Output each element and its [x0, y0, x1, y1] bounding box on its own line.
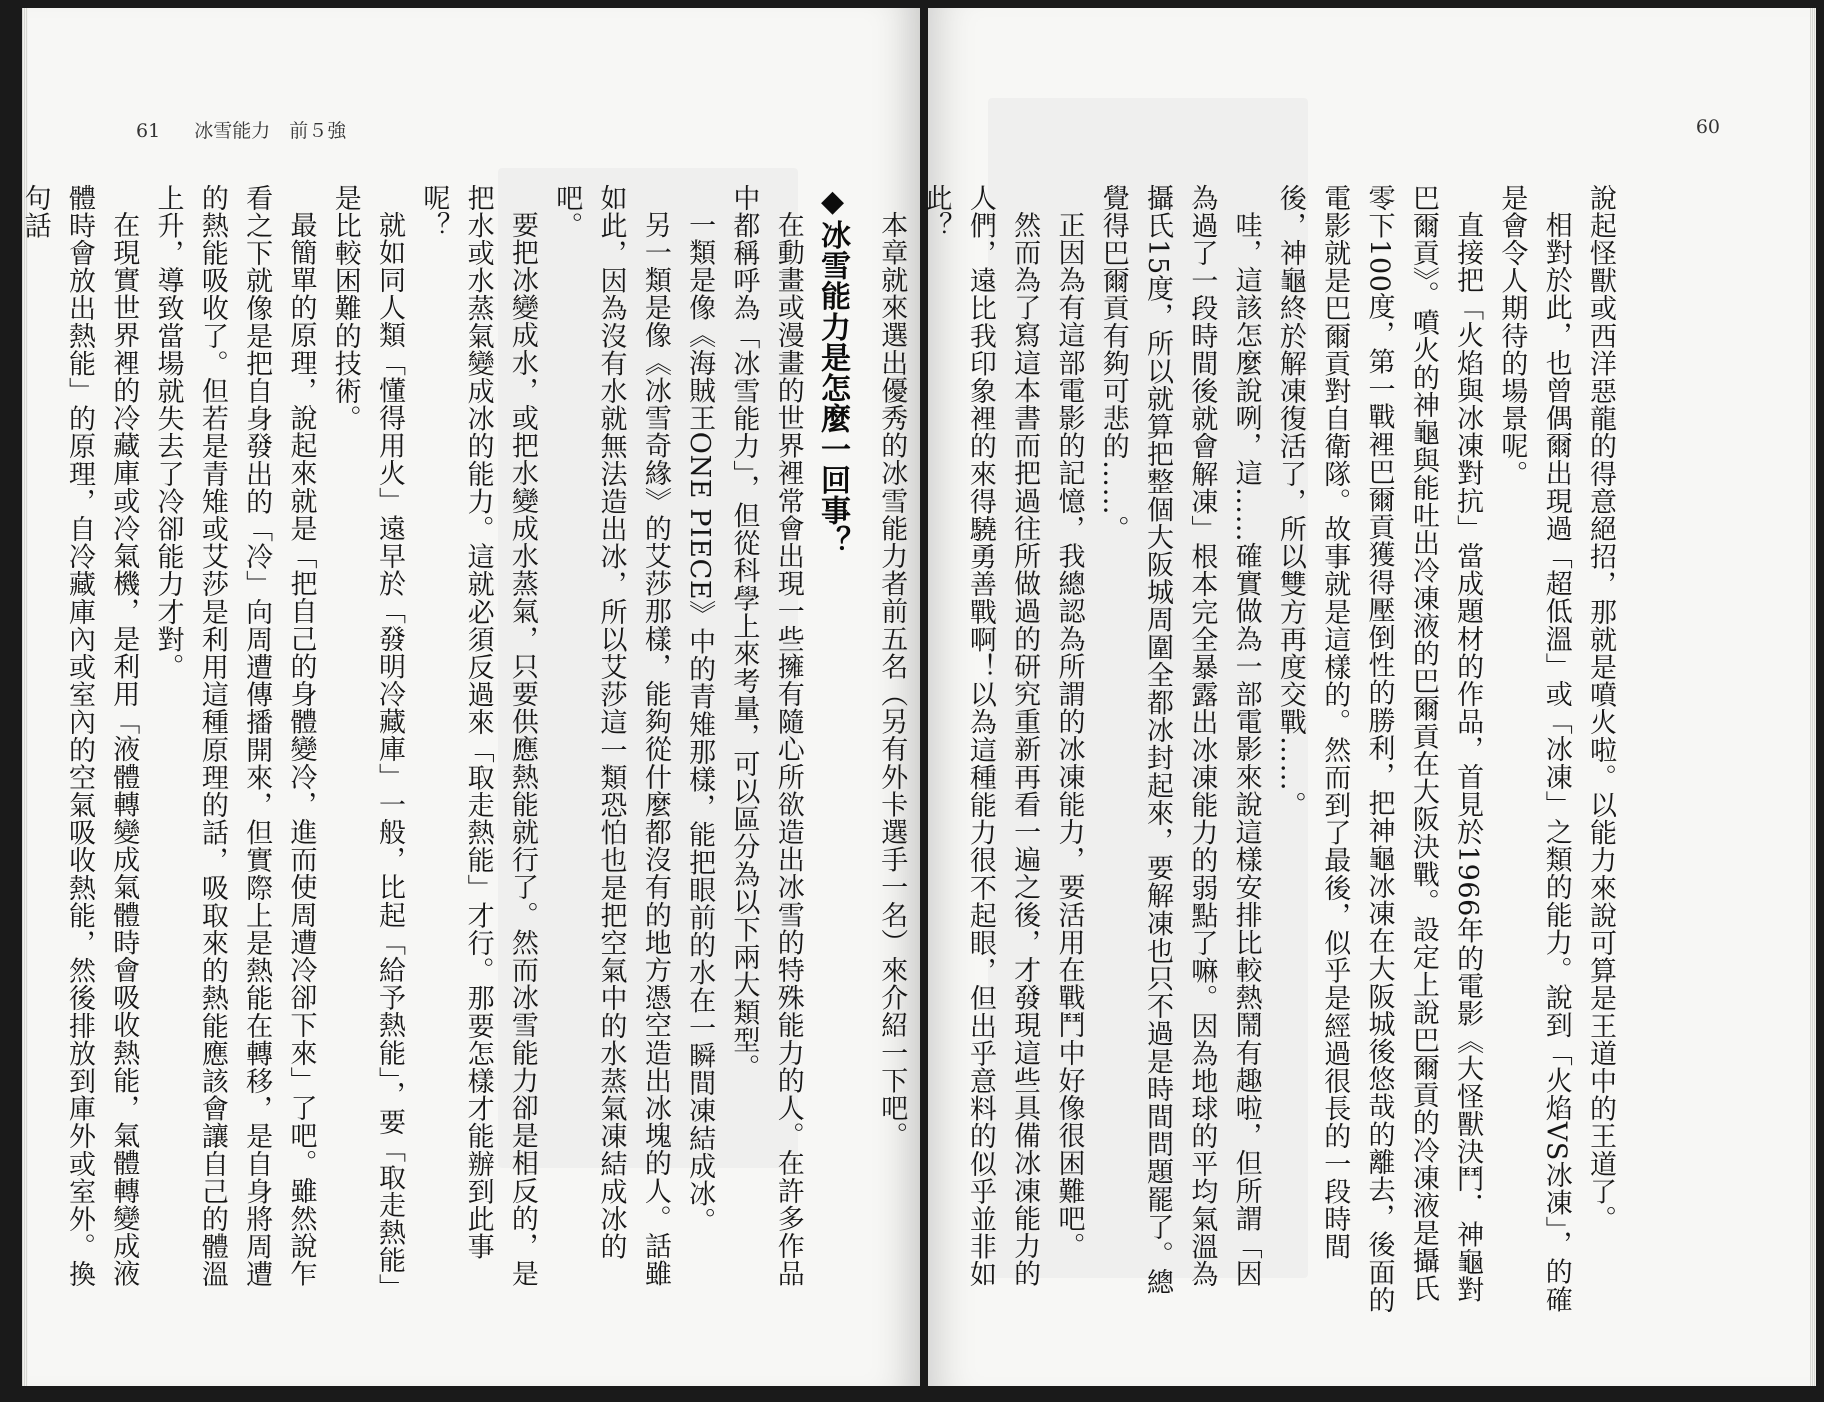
section-heading: ◆冰雪能力是怎麼一回事？ [815, 184, 850, 557]
left-paragraph-1: 在動畫或漫畫的世界裡常會出現一些擁有隨心所欲造出冰雪的特殊能力的人。在許多作品中都稱呼為「冰雪能力」，但從科學上來考量，可以區分為以下兩大類型。 [728, 184, 804, 1288]
right-page-edge [1810, 8, 1816, 1386]
right-paragraph-4: 正因為有這部電影的記憶，我總認為所謂的冰凍能力，要活用在戰鬥中好像很困難吧。 [1053, 211, 1085, 1260]
right-paragraph-6: 本章就來選出優秀的冰雪能力者前五名（另有外卡選手一名）來介紹一下吧。 [876, 211, 908, 1150]
right-page [876, 8, 1810, 1386]
left-paragraph-7: 在現實世界裡的冷藏庫或冷氣機，是利用「液體轉變成氣體時會吸收熱能，氣體轉變成液體時會放出熱能」的原理，自冷藏庫內或室內的空氣吸收熱能，然後排放到庫外或室外。換句話 [19, 184, 140, 1288]
left-paragraph-5: 就如同人類「懂得用火」遠早於「發明冷藏庫」一般，比起「給予熱能」，要「取走熱能」是比較困難的技術。 [329, 184, 406, 1302]
left-paragraph-4: 要把冰變成水，或把水變成水蒸氣，只要供應熱能就行了。然而冰雪能力卻是相反的，是把水或水蒸氣變成冰的能力。這就必須反過來「取走熱能」才行。那要怎樣才能辦到此事呢？ [418, 184, 538, 1288]
left-page-number: 61 [136, 120, 161, 142]
left-paragraph-2: 一類是像《海賊王ONE PIECE》中的青雉那樣，能把眼前的水在一瞬間凍結成冰。 [684, 211, 716, 1235]
left-page [19, 8, 920, 1386]
left-paragraph-3: 另一類是像《冰雪奇緣》的艾莎那樣，能夠從什麼都沒有的地方憑空造出冰塊的人。話雖如此，因為沒有水就無法造出冰，所以艾莎這一類恐怕也是把空氣中的水蒸氣凍結成冰的吧。 [551, 184, 671, 1288]
left-running-head: 冰雪能力 前５強 [194, 120, 347, 142]
right-paragraph-5: 然而為了寫這本書而把過往所做過的研究重新再看一遍之後，才發現這些具備冰凍能力的人們，遠比我印象裡的來得驍勇善戰啊！以為這種能力很不起眼，但出乎意料的似乎並非如此？ [920, 184, 1041, 1288]
right-page-number: 60 [1695, 116, 1720, 138]
left-page-body [19, 184, 854, 1314]
right-page-body [876, 184, 1622, 1314]
left-paragraph-6: 最簡單的原理，說起來就是「把自己的身體變冷，進而使周遭冷卻下來」了吧。雖然說乍看之下就像是把自身發出的「冷」向周遭傳播開來，但實際上是熱能在轉移，是自身將周遭的熱能吸收了。但若是青雉或艾莎是利用這種原理的話，吸取來的熱能應該會讓自己的體溫上升，導致當場就失去了冷卻能力才對。 [152, 184, 317, 1288]
right-paragraph-1: 相對於此，也曾偶爾出現過「超低溫」或「冰凍」之類的能力。說到「火焰VS冰凍」，的確是會令人期待的場景呢。 [1496, 184, 1572, 1314]
right-continuation: 說起怪獸或西洋惡龍的得意絕招，那就是噴火啦。以能力來說可算是王道中的王道了。 [1585, 184, 1616, 1233]
right-paragraph-2: 直接把「火焰與冰凍對抗」當成題材的作品，首見於1966年的電影《大怪獸決鬥．神龜對巴爾貢》。噴火的神龜與能吐出冷凍液的巴爾貢在大阪決戰。設定上說巴爾貢的冷凍液是攝氏零下100度，第一戰裡巴爾貢獲得壓倒性的勝利，把神龜冰凍在大阪城後悠哉的離去，後面的電影就是巴爾貢對自衛隊。故事就是這樣的。然而到了最後，似乎是經過很長的一段時間後，神龜終於解凍復活了，所以雙方再度交戰……。 [1274, 184, 1484, 1314]
right-page-header [1696, 116, 1720, 138]
right-paragraph-3: 哇，這該怎麼說咧，這……確實做為一部電影來說這樣安排比較熱鬧有趣啦，但所謂「因為過了一段時間後就會解凍」根本完全暴露出冰凍能力的弱點了嘛。因為地球的平均氣溫為攝氏15度，所以就算把整個大阪城周圍全都冰封起來，要解凍也只不過是時間問題罷了。總覺得巴爾貢有夠可悲的……。 [1097, 184, 1262, 1296]
left-page-header [136, 116, 346, 143]
